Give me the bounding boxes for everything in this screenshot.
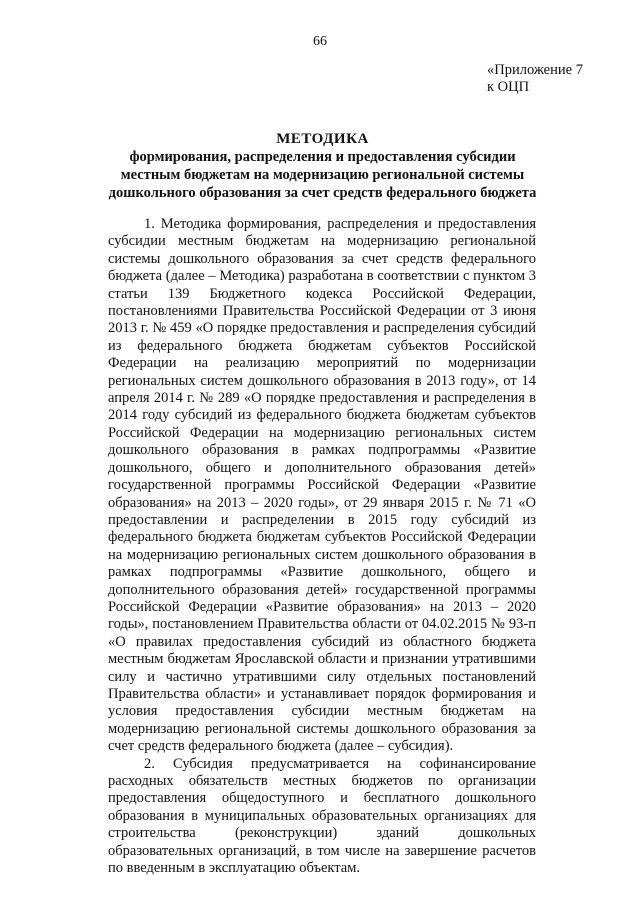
appendix-reference xyxy=(487,62,583,96)
document-title xyxy=(100,130,545,202)
appendix-line-2: к ОЦП xyxy=(487,79,530,95)
document-body xyxy=(108,216,536,877)
paragraph-2: 2. Субсидия предусматривается на софинансирование расходных обязательств местных бюджетов по организации предоставления общедоступного и бесплатного дошкольного образования в муниципальных образовательных организациях для строительства (реконструкции) зданий дошкольных образовательных организаций, в том числе на завершение расчетов по введенным в эксплуатацию объектам. xyxy=(108,755,536,877)
title-subtitle: формирования, распределения и предоставления субсидии местным бюджетам на модернизацию региональной системы дошкольного образования за счет средств федерального бюджета xyxy=(108,149,537,201)
appendix-line-1: «Приложение 7 xyxy=(487,62,583,78)
page-number: 66 xyxy=(313,34,327,49)
paragraph-1: 1. Методика формирования, распределения и предоставления субсидии местным бюджетам на модернизацию региональной системы дошкольного образования за счет средств федерального бюджета (далее – Методика) разработана в соответствии с пунктом 3 статьи 139 Бюджетного кодекса Российской Федерации, постановлениями Правительства Российской Федерации от 3 июня 2013 г. № 459 «О порядке предоставления и распределения субсидий из федерального бюджета бюджетам субъектов Российской Федерации на реализацию мероприятий по модернизации региональных систем дошкольного образования в 2013 году», от 14 апреля 2014 г. № 289 «О порядке предоставления и распределения в 2014 году субсидий из федерального бюджета бюджетам субъектов Российской Федерации на модернизацию региональных систем дошкольного образования в рамках подпрограммы «Развитие дошкольного, общего и дополнительного образования детей» государственной программы Российской Федерации «Развитие образования» на 2013 – 2020 годы», от 29 января 2015 г. № 71 «О предоставлении и распределении в 2015 году субсидий из федерального бюджета бюджетам субъектов Российской Федерации на модернизацию региональных систем дошкольного образования в рамках подпрограммы «Развитие дошкольного, общего и дополнительного образования детей» государственной программы Российской Федерации «Развитие образования» на 2013 – 2020 годы», постановлением Правительства области от 04.02.2015 № 93-п «О правилах предоставления субсидий из областного бюджета местным бюджетам Ярославской области и признании утратившими силу и частично утратившими силу отдельных постановлений Правительства области» и устанавливает порядок формирования и условия предоставления субсидии местным бюджетам на модернизацию региональной системы дошкольного образования за счет средств федерального бюджета (далее – субсидия). xyxy=(108,216,536,755)
title-main: МЕТОДИКА xyxy=(276,131,369,147)
